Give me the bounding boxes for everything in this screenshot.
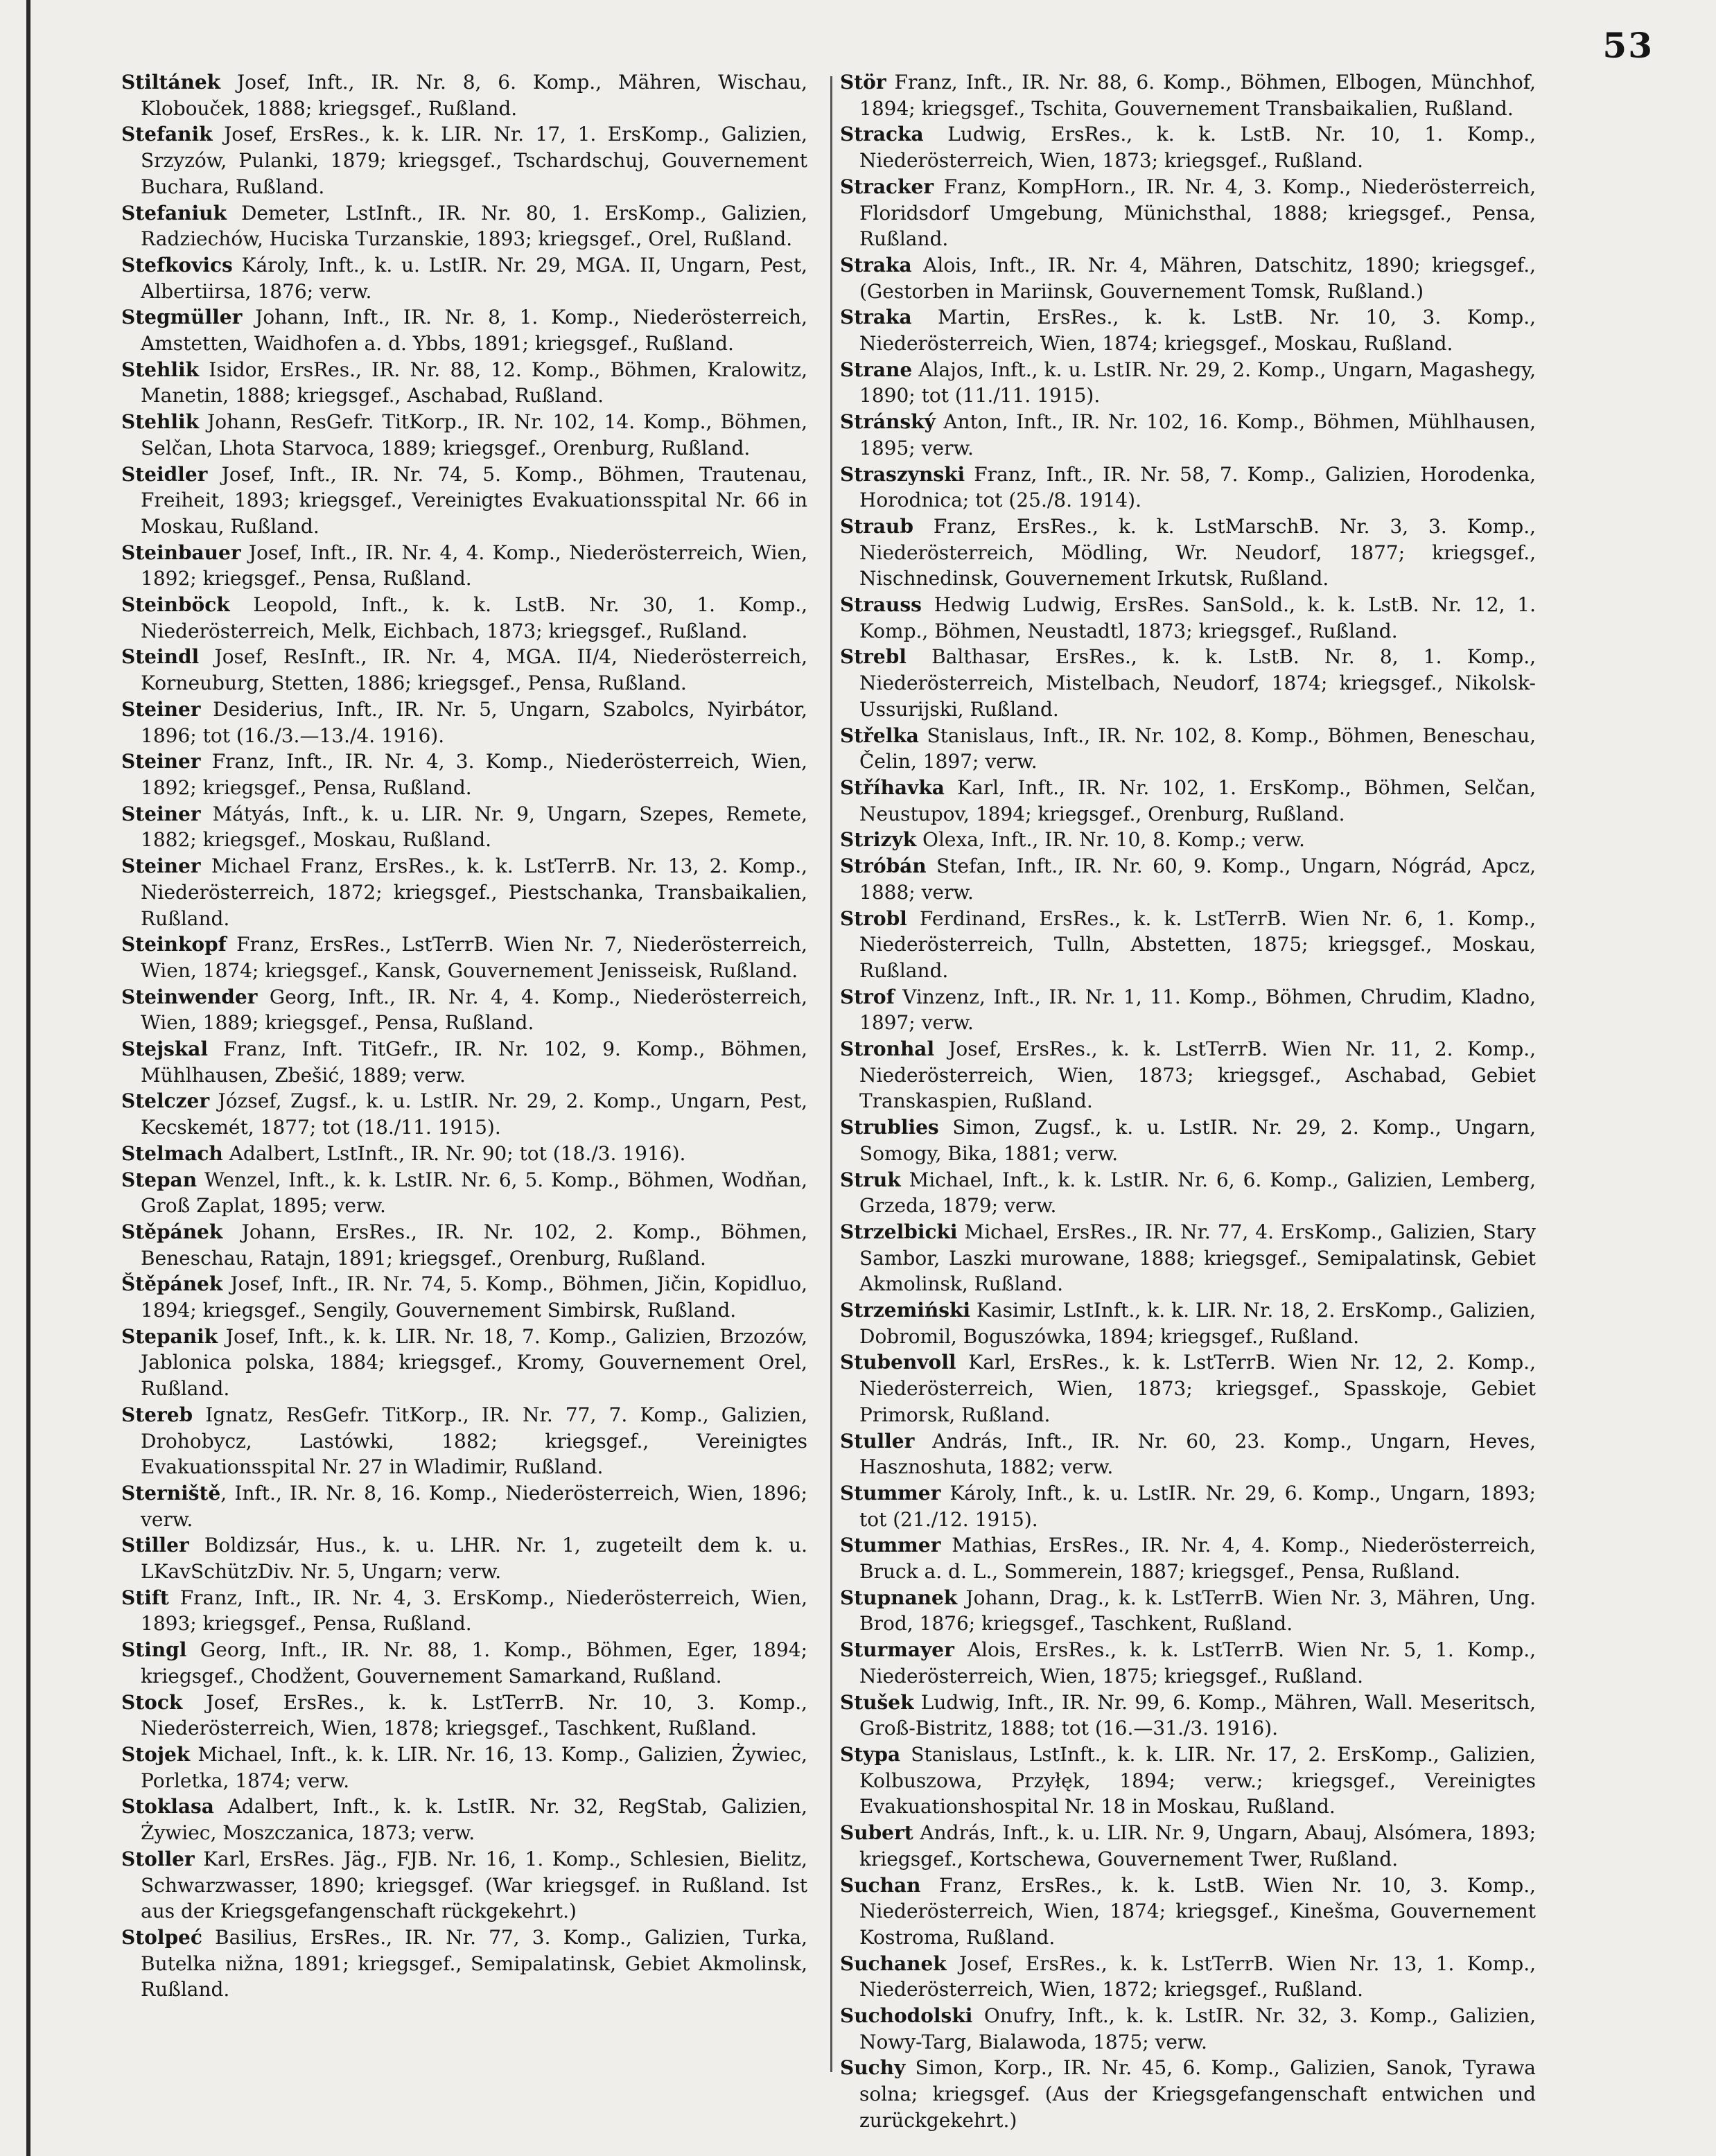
register-entry (840, 2003, 1536, 2055)
register-entry (840, 592, 1536, 644)
entry-surname: Sturmayer (840, 1638, 954, 1662)
entry-surname: Stojek (121, 1743, 191, 1766)
entry-details: Johann, ErsRes., IR. Nr. 102, 2. Komp., Böhmen, Beneschau, Ratajn, 1891; kriegsgef., Orenburg, Rußland. (141, 1220, 807, 1270)
register-entry (840, 1951, 1536, 2003)
entry-details: Mathias, ErsRes., IR. Nr. 4, 4. Komp., Niederösterreich, Bruck a. d. L., Sommerein, 1887; kriegsgef., Pensa, Rußland. (859, 1534, 1536, 1584)
entry-details: Isidor, ErsRes., IR. Nr. 88, 12. Komp., Böhmen, Kralowitz, Manetin, 1888; kriegsgef., Aschabad, Rußland. (141, 358, 807, 407)
entry-surname: Stift (121, 1586, 169, 1609)
entry-details: András, Inft., k. u. LIR. Nr. 9, Ungarn, Abauj, Alsómera, 1893; kriegsgef., Kortschewa, Gouvernement Twer, Rußland. (859, 1821, 1536, 1870)
entry-details: Károly, Inft., k. u. LstIR. Nr. 29, 6. Komp., Ungarn, 1893; tot (21./12. 1915). (859, 1481, 1536, 1531)
entry-surname: Stör (840, 71, 886, 94)
register-entry (121, 1088, 807, 1140)
entry-surname: Stejskal (121, 1037, 209, 1061)
entry-details: Adalbert, LstInft., IR. Nr. 90; tot (18./3. 1916). (222, 1141, 686, 1165)
register-entry (121, 1532, 807, 1584)
entry-details: Michael, Inft., k. k. LstIR. Nr. 6, 6. Komp., Galizien, Lemberg, Grzeda, 1879; verw. (859, 1168, 1536, 1218)
register-entry (121, 1925, 807, 2003)
entry-details: Franz, Inft., IR. Nr. 88, 6. Komp., Böhmen, Elbogen, Münchhof, 1894; kriegsgef., Tschita, Gouvernement Transbaikalien, Rußland. (859, 71, 1536, 120)
entry-surname: Stránský (840, 410, 936, 434)
entry-details: Franz, Inft., IR. Nr. 4, 3. Komp., Niederösterreich, Wien, 1892; kriegsgef., Pensa, Rußland. (141, 750, 807, 799)
entry-details: Ferdinand, ErsRes., k. k. LstTerrB. Wien Nr. 6, 1. Komp., Niederösterreich, Tulln, Abstetten, 1875; kriegsgef., Moskau, Rußland. (859, 906, 1536, 982)
entry-surname: Steiner (121, 697, 201, 721)
entry-details: Johann, ResGefr. TitKorp., IR. Nr. 102, 14. Komp., Böhmen, Selčan, Lhota Starvoca, 1889; kriegsgef., Orenburg, Rußland. (141, 410, 807, 459)
entry-surname: Stypa (840, 1743, 901, 1766)
entry-details: Josef, ErsRes., k. k. LstTerrB. Wien Nr. 13, 1. Komp., Niederösterreich, Wien, 1872; kriegsgef., Rußland. (859, 1952, 1536, 2001)
entry-details: Basilius, ErsRes., IR. Nr. 77, 3. Komp., Galizien, Turka, Butelka nižna, 1891; kriegsgef., Semipalatinsk, Gebiet Akmolinsk, Rußland. (141, 1925, 807, 2001)
right-column (840, 69, 1536, 2132)
register-entry (840, 1297, 1536, 1349)
register-entry (840, 462, 1536, 514)
register-entry (121, 69, 807, 121)
entry-surname: Stiller (121, 1534, 189, 1557)
register-entry (840, 644, 1536, 722)
entry-details: Alajos, Inft., k. u. LstIR. Nr. 29, 2. Komp., Ungarn, Magashegy, 1890; tot (11./11. 1915). (859, 358, 1536, 407)
register-entry (840, 1637, 1536, 1689)
register-entry (840, 304, 1536, 356)
register-entry (121, 121, 807, 200)
entry-surname: Stummer (840, 1481, 941, 1505)
entry-surname: Stracker (840, 175, 934, 198)
register-entry (840, 1690, 1536, 1742)
register-entry (121, 1036, 807, 1088)
entry-surname: Steidler (121, 462, 208, 486)
entry-surname: Stříhavka (840, 775, 945, 799)
entry-surname: Straka (840, 253, 912, 277)
entry-details: Franz, Inft., IR. Nr. 4, 3. ErsKomp., Niederösterreich, Wien, 1893; kriegsgef., Pensa, Rußland. (141, 1586, 807, 1636)
register-entry (121, 592, 807, 644)
entry-details: Ludwig, Inft., IR. Nr. 99, 6. Komp., Mähren, Wall. Meseritsch, Groß-Bistritz, 1888; tot (16.—31./3. 1916). (859, 1690, 1536, 1740)
entry-surname: Strzelbicki (840, 1220, 958, 1243)
register-entry (121, 1637, 807, 1689)
entry-surname: Strzemiński (840, 1299, 971, 1322)
entry-details: Josef, ErsRes., k. k. LIR. Nr. 17, 1. ErsKomp., Galizien, Srzyzów, Pulanki, 1879; kriegsgef., Tschardschuj, Gouvernement Buchara, Rußland. (141, 123, 807, 198)
entry-details: Stanislaus, Inft., IR. Nr. 102, 8. Komp., Böhmen, Beneschau, Čelin, 1897; verw. (859, 724, 1536, 773)
entry-surname: Strane (840, 358, 913, 381)
register-entry (121, 1742, 807, 1794)
register-entry (121, 1794, 807, 1846)
register-entry (840, 723, 1536, 775)
entry-surname: Stupnanek (840, 1586, 958, 1609)
register-entry (121, 1402, 807, 1480)
entry-surname: Suchanek (840, 1952, 947, 1975)
entry-details: Josef, ErsRes., k. k. LstTerrB. Nr. 10, 3. Komp., Niederösterreich, Wien, 1878; kriegsgef., Taschkent, Rußland. (141, 1690, 807, 1740)
entry-surname: Štěpánek (121, 1272, 223, 1296)
register-entry (840, 409, 1536, 461)
entry-details: Ignatz, ResGefr. TitKorp., IR. Nr. 77, 7. Komp., Galizien, Drohobycz, Lastówki, 1882; kriegsgef., Vereinigtes Evakuationsspital Nr. 27 in Wladimir, Rußland. (141, 1403, 807, 1479)
entry-details: Adalbert, Inft., k. k. LstIR. Nr. 32, RegStab, Galizien, Żywiec, Moszczanica, 1873; verw. (141, 1795, 807, 1845)
register-entry (840, 1820, 1536, 1872)
entry-surname: Struk (840, 1168, 901, 1191)
entry-details: Franz, Inft., IR. Nr. 58, 7. Komp., Galizien, Horodenka, Horodnica; tot (25./8. 1914). (859, 462, 1536, 512)
entry-surname: Suchodolski (840, 2004, 973, 2028)
entry-details: Ludwig, ErsRes., k. k. LstB. Nr. 10, 1. Komp., Niederösterreich, Wien, 1873; kriegsgef., Rußland. (859, 123, 1536, 173)
entry-details: Josef, Inft., IR. Nr. 74, 5. Komp., Böhmen, Jičin, Kopidluo, 1894; kriegsgef., Sengily, Gouvernement Simbirsk, Rußland. (141, 1272, 807, 1322)
entry-details: Franz, Inft. TitGefr., IR. Nr. 102, 9. Komp., Böhmen, Mühlhausen, Zbešić, 1889; verw. (141, 1037, 807, 1087)
entry-details: Károly, Inft., k. u. LstIR. Nr. 29, MGA. II, Ungarn, Pest, Albertiirsa, 1876; verw. (141, 253, 807, 303)
entry-details: Karl, ErsRes., k. k. LstTerrB. Wien Nr. 12, 2. Komp., Niederösterreich, Wien, 1873; kriegsgef., Spasskoje, Gebiet Primorsk, Rußland. (859, 1351, 1536, 1426)
entry-surname: Stoller (121, 1847, 195, 1870)
entry-surname: Stronhal (840, 1037, 935, 1061)
entry-details: Josef, Inft., IR. Nr. 74, 5. Komp., Böhmen, Trautenau, Freiheit, 1893; kriegsgef., Vereinigtes Evakuationsspital Nr. 66 in Moskau, Rußland. (141, 462, 807, 538)
entry-details: Hedwig Ludwig, ErsRes. SanSold., k. k. LstB. Nr. 12, 1. Komp., Böhmen, Neustadtl, 1873; kriegsgef., Rußland. (859, 593, 1536, 642)
entry-details: József, Zugsf., k. u. LstIR. Nr. 29, 2. Komp., Ungarn, Pest, Kecskemét, 1877; tot (18./11. 1915). (141, 1089, 807, 1139)
entry-surname: Strof (840, 985, 895, 1008)
entry-surname: Steinwender (121, 985, 258, 1008)
register-entry (840, 121, 1536, 173)
register-entry (840, 1742, 1536, 1820)
entry-surname: Stušek (840, 1690, 914, 1714)
register-entry (121, 409, 807, 461)
entry-details: Simon, Zugsf., k. u. LstIR. Nr. 29, 2. Komp., Ungarn, Somogy, Bika, 1881; verw. (859, 1116, 1536, 1165)
register-entry (840, 252, 1536, 304)
entry-surname: Strublies (840, 1116, 939, 1139)
entry-details: Josef, ErsRes., k. k. LstTerrB. Wien Nr. 11, 2. Komp., Niederösterreich, Wien, 1873; kriegsgef., Aschabad, Gebiet Transkaspien, Rußland. (859, 1037, 1536, 1113)
register-entry (121, 853, 807, 931)
entry-details: , Inft., IR. Nr. 8, 16. Komp., Niederösterreich, Wien, 1896; verw. (141, 1481, 807, 1531)
entry-surname: Stepanik (121, 1324, 218, 1348)
entry-surname: Strobl (840, 906, 907, 930)
entry-surname: Stefanik (121, 123, 213, 146)
register-entry (121, 1271, 807, 1323)
register-entry (121, 252, 807, 304)
register-entry (121, 748, 807, 800)
entry-details: Olexa, Inft., IR. Nr. 10, 8. Komp.; verw. (916, 828, 1305, 852)
entry-surname: Stepan (121, 1168, 198, 1191)
register-entry (121, 304, 807, 356)
entry-details: Josef, Inft., k. k. LIR. Nr. 18, 7. Komp., Galizien, Brzozów, Jablonica polska, 1884; kriegsgef., Kromy, Gouvernement Orel, Rußland. (141, 1324, 807, 1401)
register-entry (121, 696, 807, 748)
entry-surname: Střelka (840, 724, 919, 747)
entry-details: Stanislaus, LstInft., k. k. LIR. Nr. 17, 2. ErsKomp., Galizien, Kolbuszowa, Przyłęk, 1894; verw.; kriegsgef., Vereinigtes Evakuationshospital Nr. 18 in Moskau, Rußland. (859, 1743, 1536, 1818)
entry-details: Georg, Inft., IR. Nr. 4, 4. Komp., Niederösterreich, Wien, 1889; kriegsgef., Pensa, Rußland. (141, 985, 807, 1035)
register-entry (121, 1324, 807, 1402)
register-entry (121, 1141, 807, 1167)
entry-details: Stefan, Inft., IR. Nr. 60, 9. Komp., Ungarn, Nógrád, Apcz, 1888; verw. (859, 854, 1536, 904)
register-entry (121, 931, 807, 983)
register-entry (840, 906, 1536, 984)
entry-surname: Stubenvoll (840, 1351, 956, 1374)
register-entry (840, 174, 1536, 252)
entry-surname: Straszynski (840, 462, 965, 486)
entry-surname: Stróbán (840, 854, 927, 878)
entry-details: Onufry, Inft., k. k. LstIR. Nr. 32, 3. Komp., Galizien, Nowy-Targ, Bialawoda, 1875; verw. (859, 2004, 1536, 2053)
entry-details: Johann, Drag., k. k. LstTerrB. Wien Nr. 3, Mähren, Ung. Brod, 1876; kriegsgef., Taschkent, Rußland. (859, 1586, 1536, 1636)
entry-details: Vinzenz, Inft., IR. Nr. 1, 11. Komp., Böhmen, Chrudim, Kladno, 1897; verw. (859, 985, 1536, 1035)
entry-surname: Steinbauer (121, 541, 241, 564)
page-number: 53 (1602, 25, 1654, 66)
register-entry (121, 801, 807, 853)
entry-surname: Suchy (840, 2056, 906, 2080)
entry-details: Michael, ErsRes., IR. Nr. 77, 4. ErsKomp., Galizien, Stary Sambor, Laszki murowane, 1888; kriegsgef., Semipalatinsk, Gebiet Akmolinsk, Rußland. (859, 1220, 1536, 1296)
entry-details: Franz, ErsRes., k. k. LstMarschB. Nr. 3, 3. Komp., Niederösterreich, Mödling, Wr. Neudorf, 1877; kriegsgef., Nischnedinsk, Gouvernement Irkutsk, Rußland. (859, 514, 1536, 590)
left-column (121, 69, 807, 2100)
entry-surname: Strebl (840, 645, 907, 669)
entry-surname: Steiner (121, 802, 201, 825)
entry-surname: Steindl (121, 645, 200, 669)
entry-surname: Suchan (840, 1873, 921, 1897)
entry-surname: Stereb (121, 1403, 193, 1426)
entry-surname: Stefaniuk (121, 201, 227, 225)
entry-details: Balthasar, ErsRes., k. k. LstB. Nr. 8, 1. Komp., Niederösterreich, Mistelbach, Neudorf, 1874; kriegsgef., Nikolsk-Ussurijski, Rußland. (859, 645, 1536, 721)
entry-surname: Stock (121, 1690, 183, 1714)
register-entry (121, 1585, 807, 1637)
register-entry (840, 1480, 1536, 1532)
entry-surname: Stracka (840, 123, 924, 146)
entry-surname: Stehlik (121, 410, 199, 434)
entry-surname: Straub (840, 514, 913, 538)
entry-details: Michael Franz, ErsRes., k. k. LstTerrB. Nr. 13, 2. Komp., Niederösterreich, 1872; kriegsgef., Piestschanka, Transbaikalien, Rußland. (141, 854, 807, 930)
register-entry (840, 1585, 1536, 1637)
register-entry (840, 775, 1536, 827)
entry-details: Josef, Inft., IR. Nr. 4, 4. Komp., Niederösterreich, Wien, 1892; kriegsgef., Pensa, Rußland. (141, 541, 807, 590)
entry-details: Simon, Korp., IR. Nr. 45, 6. Komp., Galizien, Sanok, Tyrawa solna; kriegsgef. (Aus der Kriegsgefangenschaft entwichen und zurückgekehrt.) (859, 2056, 1536, 2132)
entry-details: Anton, Inft., IR. Nr. 102, 16. Komp., Böhmen, Mühlhausen, 1895; verw. (859, 410, 1536, 459)
entry-details: Franz, ErsRes., LstTerrB. Wien Nr. 7, Niederösterreich, Wien, 1874; kriegsgef., Kansk, Gouvernement Jenisseisk, Rußland. (141, 933, 807, 982)
entry-details: Karl, ErsRes. Jäg., FJB. Nr. 16, 1. Komp., Schlesien, Bielitz, Schwarzwasser, 1890; kriegsgef. (War kriegsgef. in Rußland. Ist aus der Kriegsgefangenschaft rückgekehrt.) (141, 1847, 807, 1923)
entry-surname: Stiltánek (121, 71, 221, 94)
register-entry (840, 69, 1536, 121)
register-entry (121, 200, 807, 252)
entry-surname: Subert (840, 1821, 913, 1845)
binding-edge (26, 0, 30, 2156)
entry-details: Alois, ErsRes., k. k. LstTerrB. Wien Nr. 5, 1. Komp., Niederösterreich, Wien, 1875; kriegsgef., Rußland. (859, 1638, 1536, 1688)
entry-surname: Strauss (840, 593, 922, 617)
entry-surname: Stelczer (121, 1089, 210, 1113)
register-entry (121, 462, 807, 540)
entry-details: Franz, ErsRes., k. k. LstB. Wien Nr. 10, 3. Komp., Niederösterreich, Wien, 1874; kriegsgef., Kinešma, Gouvernement Kostroma, Rußland. (859, 1873, 1536, 1949)
entry-details: András, Inft., IR. Nr. 60, 23. Komp., Ungarn, Heves, Hasznoshuta, 1882; verw. (859, 1429, 1536, 1479)
entry-surname: Steinkopf (121, 933, 227, 956)
register-entry (840, 514, 1536, 592)
register-entry (840, 1036, 1536, 1114)
entry-details: Mátyás, Inft., k. u. LIR. Nr. 9, Ungarn, Szepes, Remete, 1882; kriegsgef., Moskau, Rußland. (141, 802, 807, 852)
register-entry (840, 1873, 1536, 1951)
entry-surname: Sterniště (121, 1481, 221, 1505)
entry-surname: Steinböck (121, 593, 230, 617)
register-entry (121, 1480, 807, 1532)
register-entry (840, 853, 1536, 905)
register-entry (121, 540, 807, 592)
register-entry (121, 1690, 807, 1742)
register-entry (840, 827, 1536, 853)
entry-details: Karl, Inft., IR. Nr. 102, 1. ErsKomp., Böhmen, Selčan, Neustupov, 1894; kriegsgef., Orenburg, Rußland. (859, 775, 1536, 825)
entry-details: Franz, KompHorn., IR. Nr. 4, 3. Komp., Niederösterreich, Floridsdorf Umgebung, Münichsthal, 1888; kriegsgef., Pensa, Rußland. (859, 175, 1536, 251)
register-entry (840, 1532, 1536, 1584)
register-entry (840, 1167, 1536, 1219)
entry-surname: Stingl (121, 1638, 187, 1662)
entry-surname: Steiner (121, 750, 201, 773)
entry-details: Boldizsár, Hus., k. u. LHR. Nr. 1, zugeteilt dem k. u. LKavSchützDiv. Nr. 5, Ungarn; verw. (141, 1534, 807, 1584)
entry-surname: Straka (840, 306, 912, 329)
entry-details: Georg, Inft., IR. Nr. 88, 1. Komp., Böhmen, Eger, 1894; kriegsgef., Chodžent, Gouvernement Samarkand, Rußland. (141, 1638, 807, 1688)
entry-details: Desiderius, Inft., IR. Nr. 5, Ungarn, Szabolcs, Nyirbátor, 1896; tot (16./3.—13./4. 1916). (141, 697, 807, 747)
entry-surname: Stefkovics (121, 253, 233, 277)
entry-details: Josef, ResInft., IR. Nr. 4, MGA. II/4, Niederösterreich, Korneuburg, Stetten, 1886; kriegsgef., Pensa, Rußland. (141, 645, 807, 695)
register-entry (121, 1846, 807, 1925)
entry-details: Alois, Inft., IR. Nr. 4, Mähren, Datschitz, 1890; kriegsgef., (Gestorben in Mariinsk, Gouvernement Tomsk, Rußland.) (859, 253, 1536, 303)
register-entry (840, 1428, 1536, 1480)
entry-surname: Stoklasa (121, 1795, 214, 1818)
entry-surname: Stelmach (121, 1141, 223, 1165)
entry-details: Leopold, Inft., k. k. LstB. Nr. 30, 1. Komp., Niederösterreich, Melk, Eichbach, 1873; kriegsgef., Rußland. (141, 593, 807, 642)
register-entry (840, 984, 1536, 1036)
register-entry (840, 1114, 1536, 1166)
register-entry (840, 357, 1536, 409)
register-entry (840, 1349, 1536, 1428)
entry-surname: Steiner (121, 854, 201, 878)
entry-surname: Stummer (840, 1534, 941, 1557)
entry-surname: Stegmüller (121, 306, 243, 329)
entry-details: Martin, ErsRes., k. k. LstB. Nr. 10, 3. Komp., Niederösterreich, Wien, 1874; kriegsgef., Moskau, Rußland. (859, 306, 1536, 356)
entry-surname: Stěpánek (121, 1220, 223, 1243)
entry-surname: Stuller (840, 1429, 915, 1453)
register-entry (121, 1167, 807, 1219)
entry-details: Wenzel, Inft., k. k. LstIR. Nr. 6, 5. Komp., Böhmen, Wodňan, Groß Zaplat, 1895; verw. (141, 1168, 807, 1218)
entry-details: Michael, Inft., k. k. LIR. Nr. 16, 13. Komp., Galizien, Żywiec, Porletka, 1874; verw. (141, 1743, 807, 1792)
column-divider (830, 76, 832, 2072)
register-entry (840, 2055, 1536, 2133)
register-entry (121, 644, 807, 696)
entry-details: Johann, Inft., IR. Nr. 8, 1. Komp., Niederösterreich, Amstetten, Waidhofen a. d. Ybbs, 1891; kriegsgef., Rußland. (141, 306, 807, 356)
entry-surname: Stehlik (121, 358, 199, 381)
entry-details: Demeter, LstInft., IR. Nr. 80, 1. ErsKomp., Galizien, Radziechów, Huciska Turzanskie, 1893; kriegsgef., Orel, Rußland. (141, 201, 807, 251)
register-entry (121, 984, 807, 1036)
register-entry (121, 1219, 807, 1271)
register-entry (840, 1219, 1536, 1297)
entry-surname: Stolpeć (121, 1925, 202, 1949)
register-entry (121, 357, 807, 409)
entry-details: Josef, Inft., IR. Nr. 8, 6. Komp., Mähren, Wischau, Klobouček, 1888; kriegsgef., Rußland. (141, 71, 807, 120)
entry-details: Kasimir, LstInft., k. k. LIR. Nr. 18, 2. ErsKomp., Galizien, Dobromil, Boguszówka, 1894; kriegsgef., Rußland. (859, 1299, 1536, 1348)
entry-surname: Strizyk (840, 828, 917, 852)
